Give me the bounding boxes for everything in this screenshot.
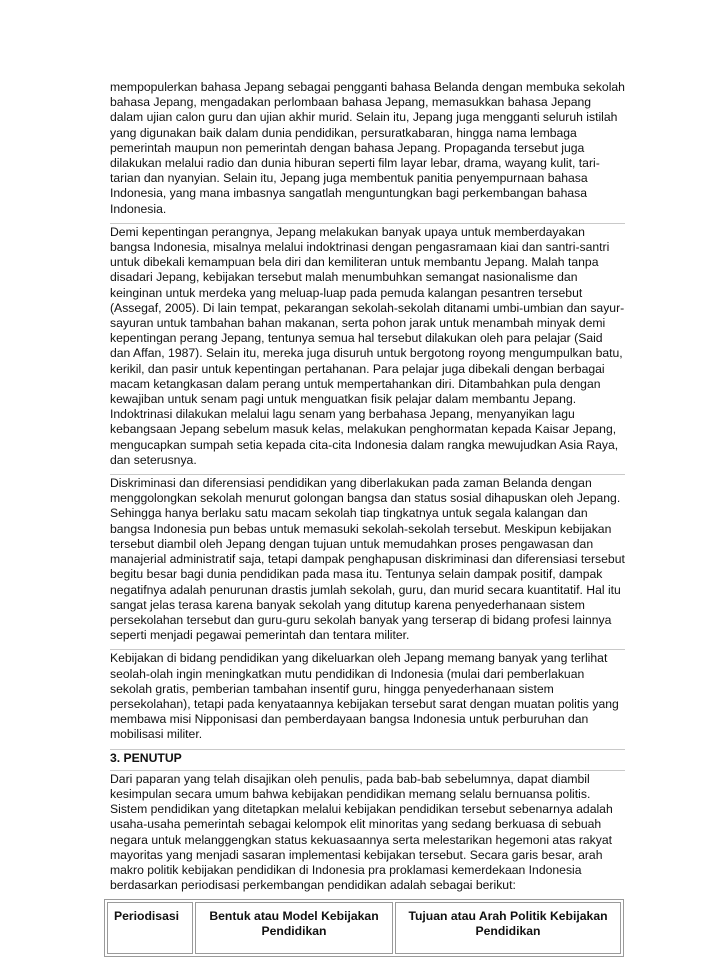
table-header-periodisasi: Periodisasi [107, 902, 193, 954]
table-header-row [107, 902, 621, 954]
periodization-table [104, 899, 624, 957]
paragraph-war-interests: Demi kepentingan perangnya, Jepang melakukan banyak upaya untuk memberdayakan bangsa Indonesia, misalnya melalui indoktrinasi dengan pengasramaan kiai dan santri-santri untuk dibekali kemampuan bela diri dan kemiliteran untuk membantu Jepang. Malah tanpa disadari Jepang, kebijakan tersebut malah menumbuhkan semangat nasionalisme dan keinginan untuk merdeka yang meluap-luap pada pemuda kalangan pesantren tersebut (Assegaf, 2005). Di lain tempat, pekarangan sekolah-sekolah ditanami umbi-umbian dan sayur-sayuran untuk tambahan bahan makanan, serta pohon jarak untuk menambah minyak demi kepentingan perang Jepang, tentunya semua hal tersebut dilakukan oleh para pelajar (Said dan Affan, 1987). Selain itu, mereka juga disuruh untuk bergotong royong mengumpulkan batu, kerikil, dan pasir untuk kepentingan pertahanan. Para pelajar juga dibekali dengan berbagai macam ketangkasan dalam perang untuk mempertahankan diri. Ditambahkan pula dengan kewajiban untuk senam pagi untuk menguatkan fisik pelajar dalam membantu Jepang. Indoktrinasi dilakukan melalui lagu senam yang berbahasa Jepang, menyanyikan lagu kebangsaan Jepang sebelum masuk kelas, melakukan penghormatan kepada Kaisar Jepang, mengucapkan sumpah setia kepada cita-cita Indonesia dalam rangka mewujudkan Asia Raya, dan seterusnya. [110, 224, 625, 467]
paragraph-propaganda: mempopulerkan bahasa Jepang sebagai pengganti bahasa Belanda dengan membuka sekolah bahasa Jepang, mengadakan perlombaan bahasa Jepang, memasukkan bahasa Jepang dalam ujian calon guru dan ujian akhir murid. Selain itu, Jepang juga mengganti seluruh istilah yang digunakan baik dalam dunia pendidikan, persuratkabaran, hingga nama lembaga pemerintah maupun non pemerintah dengan bahasa Jepang. Propaganda tersebut juga dilakukan melalui radio dan dunia hiburan seperti film layar lebar, drama, wayang kulit, tari-tarian dan nyanyian. Selain itu, Jepang juga membentuk panitia penyempurnaan bahasa Indonesia, yang mana imbasnya sangatlah menguntungkan bagi perkembangan bahasa Indonesia. [110, 80, 625, 216]
paragraph-closing: Dari paparan yang telah disajikan oleh penulis, pada bab-bab sebelumnya, dapat diambil kesimpulan secara umum bahwa kebijakan pendidikan memang selalu bernuansa politis. Sistem pendidikan yang ditetapkan melalui kebijakan pendidikan tersebut sebenarnya adalah usaha-usaha pemerintah sebagai kelompok elit minoritas yang sedang berkuasa di sebuah negara untuk melanggengkan status kekuasaannya serta melestarikan hegemoni atas rakyat mayoritas yang menjadi sasaran implementasi kebijakan tersebut. Secara garis besar, arah makro politik kebijakan pendidikan di Indonesia pra proklamasi kemerdekaan Indonesia berdasarkan periodisasi perkembangan pendidikan adalah sebagai berikut: [110, 770, 625, 894]
table-header-bentuk-kebijakan: Bentuk atau Model Kebijakan Pendidikan [195, 902, 393, 954]
paragraph-discrimination: Diskriminasi dan diferensiasi pendidikan yang diberlakukan pada zaman Belanda dengan menggolongkan sekolah menurut golongan bangsa dan status sosial dihapuskan oleh Jepang. Sehingga hanya berlaku satu macam sekolah tiap tingkatnya untuk segala kalangan dan bangsa Indonesia pun bebas untuk memasuki sekolah-sekolah tersebut. Meskipun kebijakan tersebut diambil oleh Jepang dengan tujuan untuk memudahkan proses pengawasan dan manajerial administratif saja, tetapi dampak penghapusan diskriminasi dan diferensiasi tersebut begitu besar bagi dunia pendidikan pada masa itu. Tentunya selain dampak positif, dampak negatifnya adalah penurunan drastis jumlah sekolah, guru, dan murid secara kuantitatif. Hal itu sangat jelas terasa karena banyak sekolah yang ditutup karena penyederhanaan sistem persekolahan tersebut dan guru-guru sekolah banyak yang terserap di bidang profesi lainnya seperti menjadi pegawai pemerintah dan tentara militer. [110, 476, 625, 643]
table-header-tujuan-politik: Tujuan atau Arah Politik Kebijakan Pendidikan [395, 902, 621, 954]
section-heading: 3. PENUTUP [110, 749, 625, 766]
document-page [110, 80, 625, 957]
paragraph-education-policy: Kebijakan di bidang pendidikan yang dikeluarkan oleh Jepang memang banyak yang terlihat seolah-olah ingin meningkatkan mutu pendidikan di Indonesia (mulai dari pemberlakuan sekolah gratis, pemberian tambahan insentif guru, hingga penyederhanaan sistem persekolahan), tetapi pada kenyataannya kebijakan tersebut sarat dengan muatan politis yang membawa misi Nipponisasi dan pemberdayaan bangsa Indonesia untuk perburuhan dan mobilisasi militer. [110, 649, 625, 742]
